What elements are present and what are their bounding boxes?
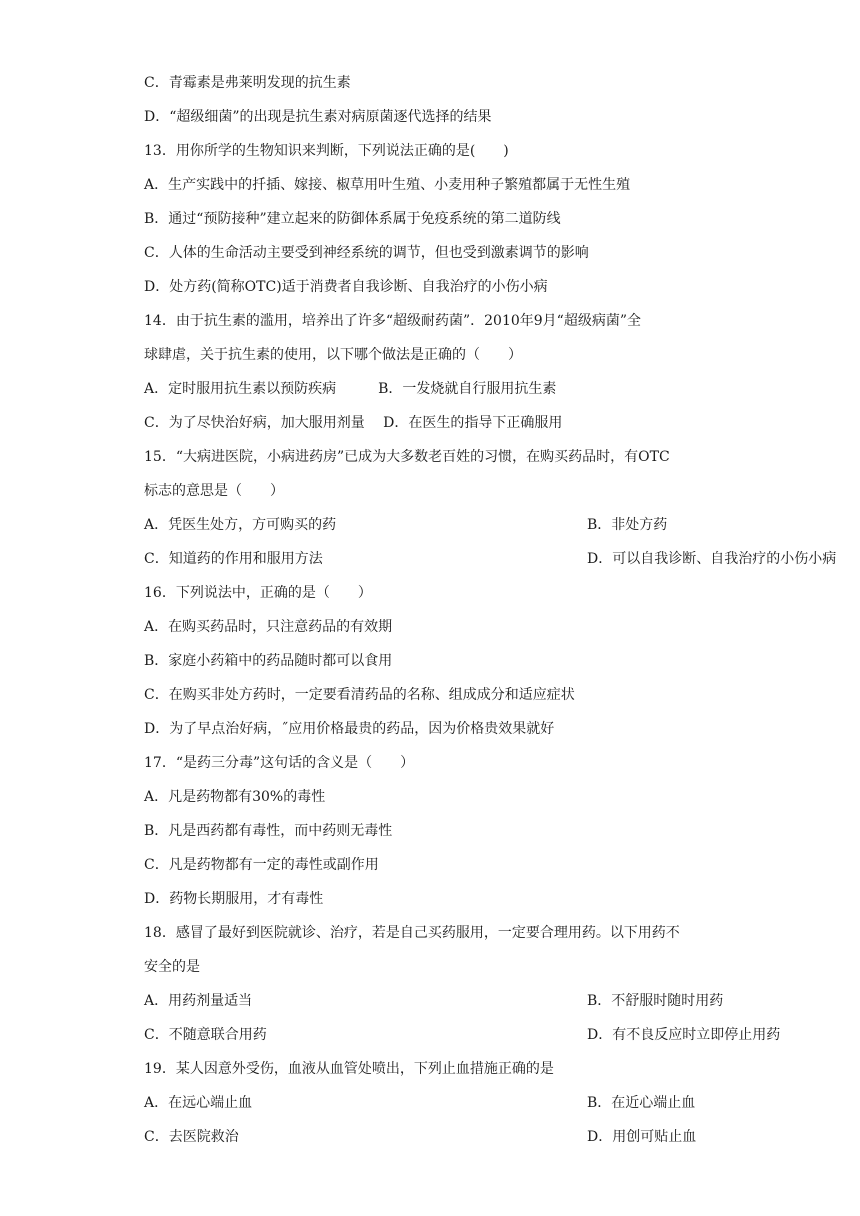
q12-option-c: C．青霉素是弗莱明发现的抗生素	[144, 75, 351, 91]
q15-stem-line1: 15．“大病进医院，小病进药房”已成为大多数老百姓的习惯，在购买药品时，有OTC	[144, 449, 670, 465]
q18-options-ab	[144, 991, 724, 1011]
q18-option-c: C．不随意联合用药	[144, 1027, 267, 1043]
q16-option-d: D．为了早点治好病，˝应用价格最贵的药品，因为价格贵效果就好	[144, 721, 555, 737]
q16-option-b: B．家庭小药箱中的药品随时都可以食用	[144, 653, 393, 669]
q13-option-a: A．生产实践中的扦插、嫁接、椒草用叶生殖、小麦用种子繁殖都属于无性生殖	[144, 177, 631, 193]
q16-option-a: A．在购买药品时，只注意药品的有效期	[144, 619, 393, 635]
q17-option-b: B．凡是西药都有毒性，而中药则无毒性	[144, 823, 393, 839]
q18-options-cd	[144, 1025, 781, 1045]
q17-option-c: C．凡是药物都有一定的毒性或副作用	[144, 857, 379, 873]
q17-option-d: D．药物长期服用，才有毒性	[144, 891, 324, 907]
q18-stem-line2: 安全的是	[144, 959, 200, 975]
q13-stem: 13．用你所学的生物知识来判断，下列说法正确的是( )	[144, 143, 509, 159]
q15-option-c: C．知道药的作用和服用方法	[144, 551, 323, 567]
q16-option-c: C．在购买非处方药时，一定要看清药品的名称、组成成分和适应症状	[144, 687, 575, 703]
q15-options-cd	[144, 549, 837, 569]
q13-option-d: D．处方药(简称OTC)适于消费者自我诊断、自我治疗的小伤小病	[144, 279, 548, 295]
q15-options-ab	[144, 515, 668, 535]
q19-options-cd	[144, 1127, 697, 1147]
q18-stem-line1: 18．感冒了最好到医院就诊、治疗，若是自己买药服用，一定要合理用药。以下用药不	[144, 925, 680, 941]
q14-options-ab: A．定时服用抗生素以预防疾病 B．一发烧就自行服用抗生素	[144, 381, 557, 397]
q15-option-b: B．非处方药	[587, 517, 668, 533]
q19-stem: 19．某人因意外受伤，血液从血管处喷出，下列止血措施正确的是	[144, 1061, 554, 1077]
q18-option-b: B．不舒服时随时用药	[587, 993, 724, 1009]
q19-options-ab	[144, 1093, 696, 1113]
q16-stem: 16．下列说法中，正确的是（ ）	[144, 585, 372, 601]
q17-option-a: A．凡是药物都有30%的毒性	[144, 789, 326, 805]
q14-options-cd: C．为了尽快治好病，加大服用剂量 D．在医生的指导下正确服用	[144, 415, 563, 431]
q15-option-a: A．凭医生处方，方可购买的药	[144, 517, 337, 533]
q14-stem-line1: 14．由于抗生素的滥用，培养出了许多“超级耐药菌”．2010年9月“超级病菌”全	[144, 313, 641, 329]
q13-option-b: B．通过“预防接种”建立起来的防御体系属于免疫系统的第二道防线	[144, 211, 561, 227]
q19-option-d: D．用创可贴止血	[587, 1129, 697, 1145]
q19-option-b: B．在近心端止血	[587, 1095, 696, 1111]
q15-stem-line2: 标志的意思是（ ）	[144, 483, 284, 499]
q19-option-c: C．去医院救治	[144, 1129, 239, 1145]
q14-stem-line2: 球肆虐，关于抗生素的使用，以下哪个做法是正确的（ ）	[144, 347, 522, 363]
q13-option-c: C．人体的生命活动主要受到神经系统的调节，但也受到激素调节的影响	[144, 245, 589, 261]
q17-stem: 17．“是药三分毒”这句话的含义是（ ）	[144, 755, 415, 771]
q19-option-a: A．在远心端止血	[144, 1095, 253, 1111]
q18-option-d: D．有不良反应时立即停止用药	[587, 1027, 781, 1043]
q15-option-d: D．可以自我诊断、自我治疗的小伤小病	[587, 551, 837, 567]
q18-option-a: A．用药剂量适当	[144, 993, 253, 1009]
q12-option-d: D．“超级细菌”的出现是抗生素对病原菌逐代选择的结果	[144, 109, 492, 125]
